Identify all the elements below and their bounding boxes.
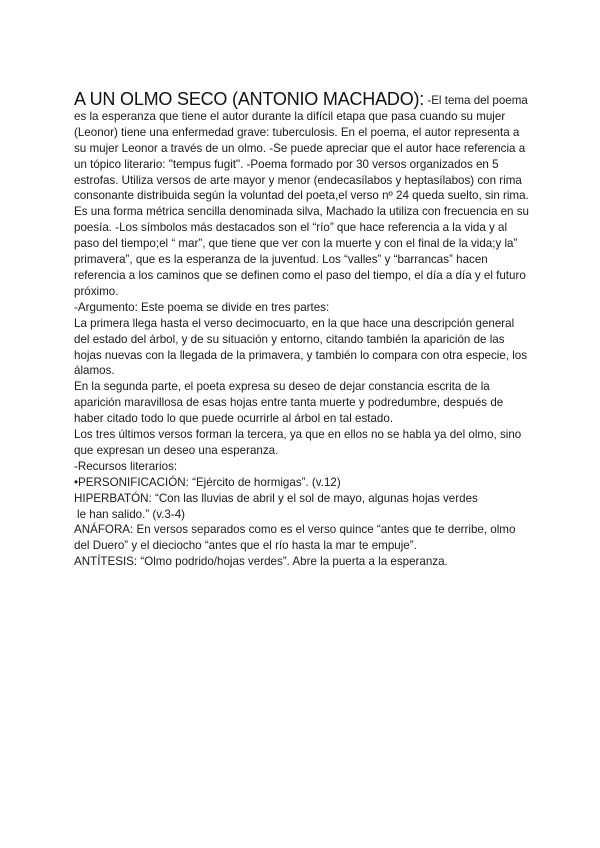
argument-part-three: Los tres últimos versos forman la tercera, ya que en ellos no se habla ya del olmo, sino que expresan un deseo una esperanza.	[74, 428, 522, 457]
resource-hyperbaton-line2: le han salido.” (v.3-4)	[77, 507, 186, 521]
argument-part-two: En la segunda parte, el poeta expresa su deseo de dejar constancia escrita de la aparición maravillosa de esas hojas entre tanta muerte y podredumbre, después de haber citado todo lo que puede ocurrirle al árbol en tal estado.	[74, 380, 504, 426]
resources-heading: -Recursos literarios:	[74, 459, 178, 473]
resource-anaphora: ANÁFORA: En versos separados como es el verso quince “antes que te derribe, olmo del Duero” y el dieciocho “antes que el río hasta la mar te empuje”.	[74, 523, 516, 553]
document-body	[74, 89, 530, 570]
argument-part-one: La primera llega hasta el verso decimocuarto, en la que hace una descripción general del estado del árbol, y de su situación y entorno, citando también la aparición de las hojas nuevas con la llegada de la primavera, y también lo compara con otra especie, los álamos.	[74, 316, 528, 378]
resource-hyperbaton-line1: HIPERBATÓN: “Con las lluvias de abril y el sol de mayo, algunas hojas verdes	[74, 491, 478, 505]
document-title: A UN OLMO SECO (ANTONIO MACHADO):	[74, 89, 425, 109]
argument-heading: -Argumento: Este poema se divide en tres partes:	[74, 300, 330, 314]
intro-paragraph	[74, 89, 530, 300]
resource-personification: •PERSONIFICACIÓN: “Ejército de hormigas”. (v.12)	[74, 475, 341, 489]
resource-antithesis: ANTÍTESIS: “Olmo podrido/hojas verdes”. Abre la puerta a la esperanza.	[74, 555, 448, 569]
intro-text: -El tema del poema es la esperanza que tiene el autor durante la difícil etapa que pasa cuando su mujer (Leonor) tiene una enfermedad grave: tuberculosis. En el poema, el autor representa a su mujer Leonor a través de un olmo. -Se puede apreciar que el autor hace referencia a un tópico literario: "tempus fugit". -Poema formado por 30 versos organizados en 5 estrofas. Utiliza versos de arte mayor y menor (endecasílabos y heptasílabos) con rima consonante distribuida según la voluntad del poeta,el verso nº 24 queda suelto, sin rima. Es una forma métrica sencilla denominada silva, Machado la utiliza con frecuencia en su poesía. -Los símbolos más destacados son el “río” que hace referencia a la vida y al paso del tiempo;el “ mar”, que tiene que ver con la muerte y con el final de la vida;y la” primavera”, que es la esperanza de la juventud. Los “valles” y “barrancas” hacen referencia a los caminos que se definen como el paso del tiempo, el día a día y el futuro próximo.	[74, 94, 529, 298]
